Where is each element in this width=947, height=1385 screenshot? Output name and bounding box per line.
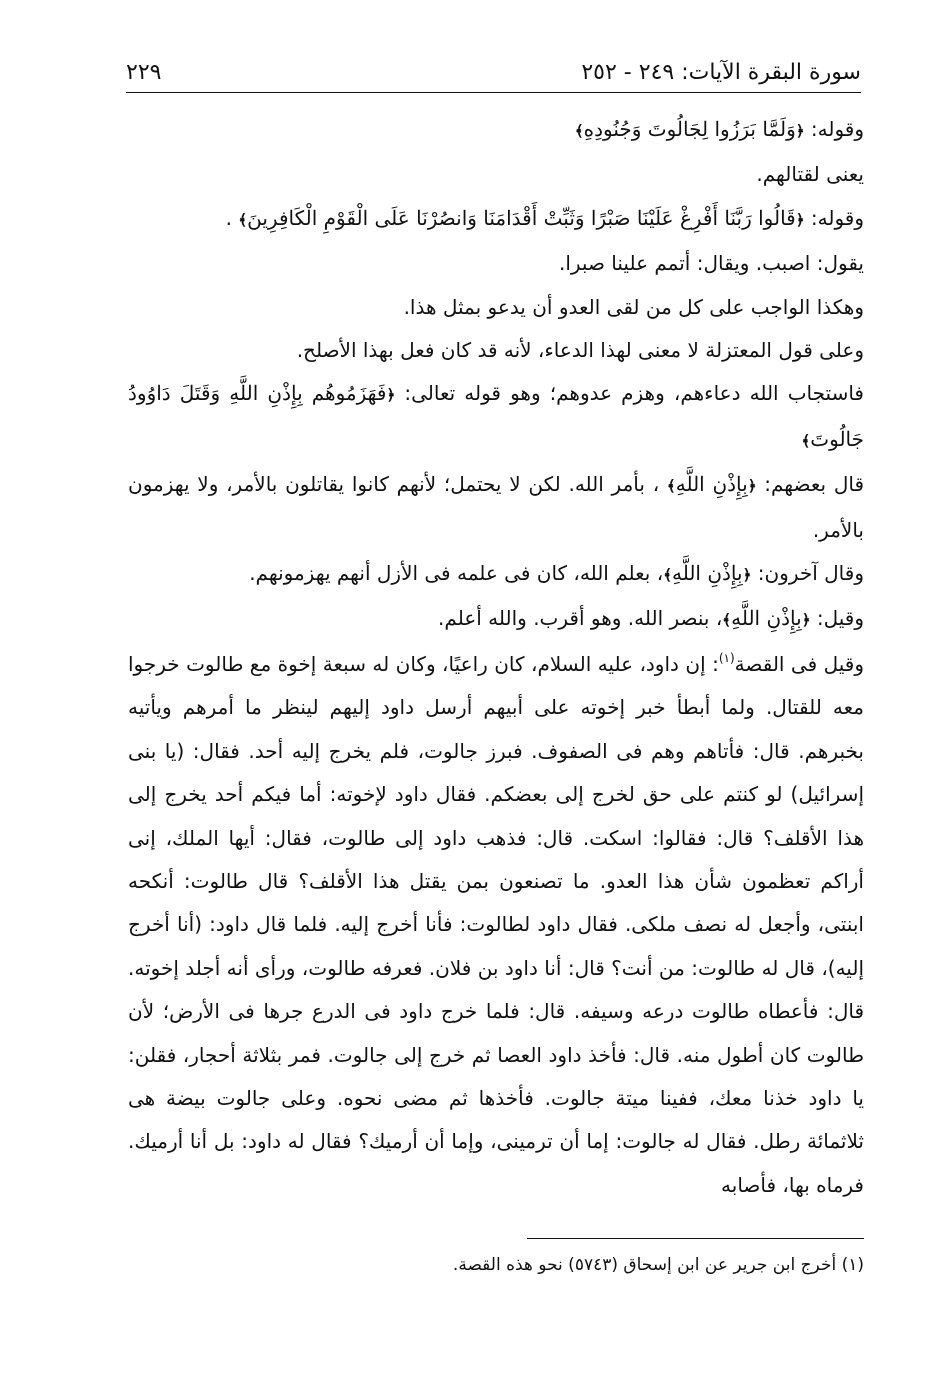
- paragraph: يعنى لقتالهم.: [756, 162, 864, 187]
- paragraph: يقول: اصبب. ويقال: أتمم علينا صبرا.: [558, 251, 864, 276]
- verse-open-bracket: ﴿: [795, 210, 805, 229]
- header-rule: [126, 92, 861, 93]
- verse-open-bracket: ﴿: [801, 611, 811, 630]
- verse-open-bracket: ﴿: [742, 566, 752, 585]
- paragraph-story: وقيل فى القصة$^{(١)}$: إن داود، عليه السلام، كان راعيًا، وكان له سبعة إخوة مع طالوت خرجوا معه للقتال. ولما أبطأ خبر إخوته على أبيهم أرسل داود إليهم لينظر ما أمرهم ويأتيه بخبرهم. قال: فأتاهم وهم فى الصفوف. فبرز جالوت، فلم يخرج إليه أحد. فقال: (يا بنى إسرائيل) لو كنتم على حق لخرج إلى بعضكم. فقال داود لإخوته: أما فيكم أحد يخرج إلى هذا الأقلف؟ قال: فقالوا: اسكت. قال: فذهب داود إلى طالوت، فقال: أيها الملك، إنى أراكم تعظمون شأن هذا العدو. ما تصنعون بمن يقتل هذا الأقلف؟ قال طالوت: أنكحه ابنتى، وأجعل له نصف ملكى. فقال داود لطالوت: فأنا أخرج إليه. فلما قال داود: (أنا أخرج إليه)، قال له طالوت: من أنت؟ قال: أنا داود بن فلان. فعرفه طالوت، ورأى أنه أجلد إخوته. قال: فأعطاه طالوت درعه وسيفه. قال: فلما خرج داود فى الدرع جرها فى الأرض؛ لأن طالوت كان أطول منه. قال: فأخذ داود العصا ثم خرج إلى جالوت. فمر بثلاثة أحجار، فقلن: يا داود خذنا معك، ففينا ميتة جالوت. فأخذها ثم مضى نحوه. وعلى جالوت بيضة هى ثلاثمائة رطل. فقال له جالوت: إما أن ترمينى، وإما أن أرميك؟ فقال له داود: بل أنا أرميك. فرماه بها، فأصابه: [128, 650, 864, 1197]
- surah-title: سورة البقرة الآيات: ٢٤٩ - ٢٥٢: [581, 60, 861, 85]
- verse-close-bracket: ﴾: [722, 611, 732, 630]
- paragraph-verse-qalu: وقوله: ﴿قَالُوا رَبَّنَا أَفْرِغْ عَلَيْنَا صَبْرًا وَثَبِّتْ أَقْدَامَنَا وَانصُرْنَا عَلَى الْقَوْمِ الْكَافِرِينَ﴾ .: [225, 205, 864, 230]
- footnote-marker: (١): [841, 1255, 864, 1275]
- running-head: [126, 58, 861, 88]
- quran-verse: فَهَزَمُوهُم بِإِذْنِ اللَّهِ وَقَتَلَ دَاوُودُ جَالُوتَ: [128, 381, 864, 451]
- quran-verse: وَلَمَّا بَرَزُوا لِجَالُوتَ وَجُنُودِهِ: [583, 117, 796, 141]
- paragraph-verse-bareazu: وقوله: ﴿وَلَمَّا بَرَزُوا لِجَالُوتَ وَجُنُودِهِ﴾: [574, 117, 864, 141]
- verse-open-bracket: ﴿: [386, 386, 396, 405]
- verse-close-bracket: ﴾: [801, 431, 811, 450]
- verse-close-bracket: ﴾: [238, 210, 248, 229]
- footnote: [128, 1252, 864, 1278]
- main-text: [128, 108, 864, 1207]
- paragraph-verse-biidhni-2: وقال آخرون: ﴿بِإِذْنِ اللَّهِ﴾، بعلم الله، كان فى علمه فى الأزل أنهم يهزمونهم.: [249, 561, 864, 586]
- quran-verse: بِإِذْنِ اللَّهِ: [675, 472, 748, 497]
- quran-verse: بِإِذْنِ اللَّهِ: [731, 606, 802, 631]
- paragraph-verse-biidhni-3: وقيل: ﴿بِإِذْنِ اللَّهِ﴾، بنصر الله. وهو أقرب. والله أعلم.: [438, 606, 864, 631]
- quran-verse: قَالُوا رَبَّنَا أَفْرِغْ عَلَيْنَا صَبْرًا وَثَبِّتْ أَقْدَامَنَا وَانصُرْنَا عَلَى الْقَوْمِ الْكَافِرِينَ: [247, 205, 796, 230]
- page-number: ٢٢٩: [126, 60, 162, 85]
- verse-open-bracket: ﴿: [747, 477, 757, 496]
- paragraph-verse-fahazamuhum: فاستجاب الله دعاءهم، وهزم عدوهم؛ وهو قوله تعالى: ﴿فَهَزَمُوهُم بِإِذْنِ اللَّهِ وَقَتَلَ دَاوُودُ جَالُوتَ﴾: [128, 381, 864, 451]
- verse-close-bracket: ﴾: [574, 122, 584, 140]
- paragraph: وعلى قول المعتزلة لا معنى لهذا الدعاء، لأنه قد كان فعل بهذا الأصلح.: [296, 338, 864, 363]
- paragraph-verse-biidhni-1: قال بعضهم: ﴿بِإِذْنِ اللَّهِ﴾ ، بأمر الله. لكن لا يحتمل؛ لأنهم كانوا يقاتلون بالأمر، ولا يهزمون بالأمر.: [128, 472, 865, 542]
- verse-close-bracket: ﴾: [663, 566, 672, 585]
- footnote-rule: [527, 1238, 864, 1239]
- paragraph: وهكذا الواجب على كل من لقى العدو أن يدعو بمثل هذا.: [403, 294, 864, 319]
- verse-close-bracket: ﴾: [666, 477, 676, 496]
- verse-open-bracket: ﴿: [795, 122, 805, 140]
- quran-verse: بِإِذْنِ اللَّهِ: [671, 561, 743, 586]
- footnote-text: أخرج ابن جرير عن ابن إسحاق (٥٧٤٣) نحو هذه القصة.: [452, 1255, 837, 1275]
- footnote-reference[interactable]: (١): [718, 650, 735, 665]
